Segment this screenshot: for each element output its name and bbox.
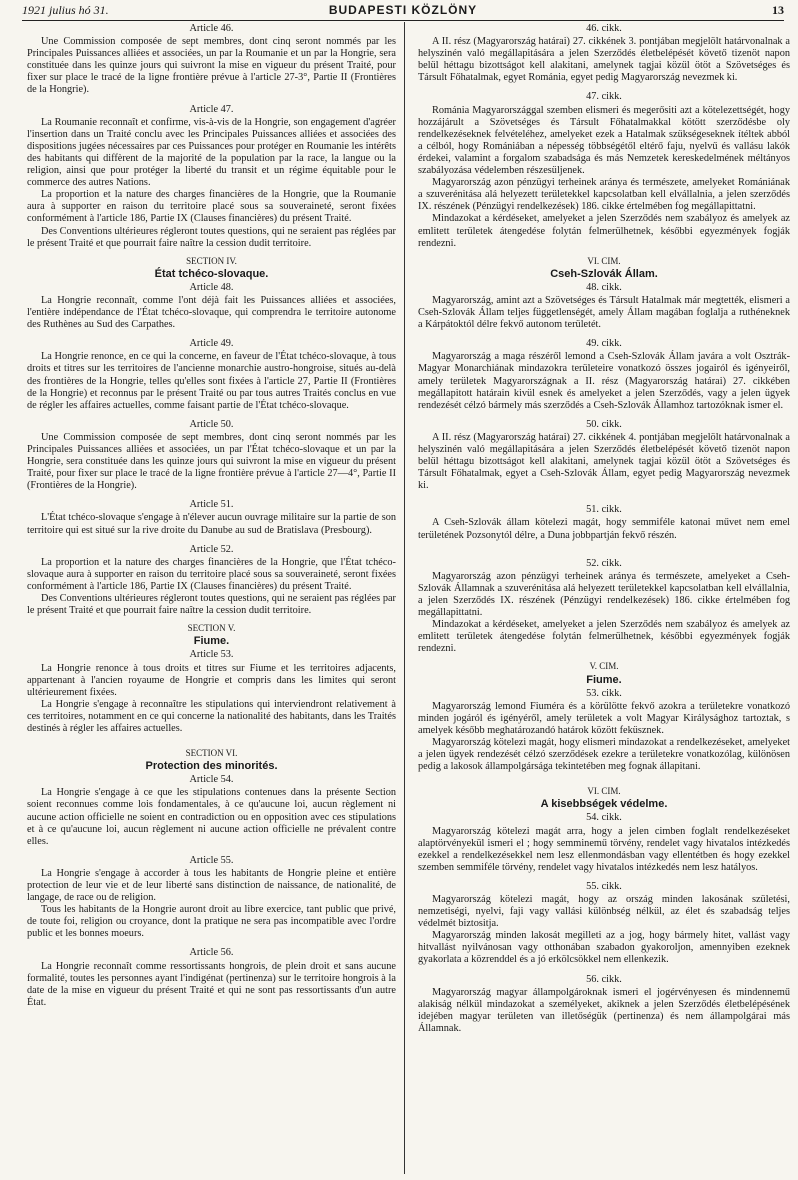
- article-heading: Article 46.: [189, 23, 234, 34]
- section-number: V. CIM.: [589, 661, 619, 672]
- article-heading: Article 51.: [189, 499, 234, 511]
- article-heading: 52. cikk.: [586, 557, 622, 569]
- section-title: État tchéco-slovaque.: [154, 267, 269, 280]
- paragraph: Románia Magyarországgal szemben elismeri és megerősiti azt a kötelezettségét, hogy hozzájárult a Szövetséges és Társult Főhatalmakkal kötött szerződésbe oly rendelkezéseknek felvételéhez, amelyeket ezek a Hatalmak szükségeseknek ítéltek abból a célból, hogy Romániában a népesség többségétől eltérő faju, nyelvű és vallásu lakók érdekei, valamint a forgalom szabadsága és más Nemzetek kereskedelmének méltányos szabályozása védelemben részesüljenek.: [418, 104, 790, 177]
- section-title: Fiume.: [586, 673, 622, 686]
- publication-title: BUDAPESTI KÖZLÖNY: [328, 3, 478, 17]
- paragraph: Magyarország magyar állampolgároknak ismeri el jogérvényesen és mindennemű alakiság nélkül mindazokat a személyeket, akiknek a jelen Szerződés életbelépésének idejében magyar területen van illetőségük (pertinenza) és nem állampolgárai más Államnak.: [418, 986, 790, 1034]
- paragraph: A Cseh-Szlovák állam kötelezi magát, hogy semmiféle katonai művet nem emel területének Pozsonytól délre, a Duna jobbpartján fekvő részén.: [418, 517, 790, 541]
- section-title: Cseh-Szlovák Állam.: [550, 267, 658, 280]
- article-heading: 46. cikk.: [586, 23, 622, 34]
- paragraph: La Hongrie reconnaît comme ressortissants hongrois, de plein droit et sans aucune formalité, toutes les personnes ayant l'indigénat (pertinenza) sur le territoire hongrois à la date de la mise en vigueur du présent Traité et qui ne sont pas ressortissants d'un autre État.: [27, 960, 396, 1008]
- section-number: VI. CIM.: [587, 255, 621, 266]
- paragraph: Magyarország, amint azt a Szövetséges és Társult Hatalmak már megtették, elismeri a Cseh-Szlovák Állam teljes függetlenségét, amely Állam magában foglalja a ruthéneknek a Kárpátoktól délre fekvő autonom területét.: [418, 294, 790, 331]
- article-heading: Article 55.: [189, 854, 234, 866]
- section-number: VI. CIM.: [587, 786, 621, 797]
- section-title: A kisebbségek védelme.: [540, 798, 668, 811]
- section-number: SECTION V.: [187, 623, 236, 634]
- paragraph: Magyarország azon pénzügyi terheinek aránya és természete, amelyeket Romániának a szuverénitása alá helyezett területekkel kapcsolatban kell elvállalnia, a jelen szerződés IX. részének (Pénzügyi rendelkezések) 186. cikke értelmében fog megállapittatni.: [418, 177, 790, 213]
- paragraph: La proportion et la nature des charges financières de la Hongrie, que la Roumanie aura à supporter en raison du territoire placé sous sa souveraineté, seront fixées conformément à l'article 186, Partie IX (Clauses financières) du présent Traité.: [27, 189, 396, 225]
- paragraph: Magyarország lemond Fiuméra és a körülötte fekvő azokra a területekre vonatkozó minden jogáról és igényéről, amely területek a volt Magyar Királysághoz tartoztak, s amelyek később meghatározandó határok között feküsznek.: [418, 700, 790, 736]
- paragraph: La Hongrie reconnaît, comme l'ont déjà fait les Puissances alliées et associées, l'entière indépendance de l'État tchéco-slovaque, qui comprendra le territoire autonome des Ruthènes au Sud des Carpathes.: [27, 294, 396, 331]
- paragraph: La Hongrie s'engage à ce que les stipulations contenues dans la présente Section soient reconnues comme lois fondamentales, à ce qu'aucune loi, aucun règlement ni aucune action officielle ne soient en contradiction ou en opposition avec ces stipulations et à ce qu'aucune loi, aucun règlement ni aucune action officielle ne prévalent contre elles.: [27, 787, 396, 847]
- paragraph: La Roumanie reconnaît et confirme, vis-à-vis de la Hongrie, son engagement d'agréer l'insertion dans un Traité conclu avec les Principales Puissances alliées et associées des dispositions jugées nécessaires par ces Puissances pour protéger en Roumanie les intérêts des habitants qui diffèrent de la majorité de la population par la race, la langue ou la religion, ainsi que pour protéger la liberté du transit et un régime équitable pour le commerce des autres Nations.: [27, 116, 396, 189]
- article-heading: 55. cikk.: [586, 880, 622, 892]
- article-heading: Article 52.: [189, 543, 234, 555]
- article-heading: 53. cikk.: [586, 687, 622, 699]
- paragraph: A II. rész (Magyarország határai) 27. cikkének 4. pontjában megjelölt határvonalnak a helyszinén való megállapitására a jelen Szerződés életbelépését követő tizenöt napon belül héttagu bizottságot kell alakitani, amelynek tagjai közül ötöt a Szövetséges és Társult Főhatalmak, egyet a Cseh-Szlovák Állam, egyet pedig Magyarország nevezmek ki.: [418, 431, 790, 492]
- page-number: 13: [772, 3, 784, 17]
- issue-date: 1921 julius hó 31.: [22, 3, 109, 17]
- article-heading: 47. cikk.: [586, 91, 622, 103]
- paragraph: La Hongrie renonce à tous droits et titres sur Fiume et les territoires adjacents, appartenant à l'ancien royaume de Hongrie et compris dans les limites qui seront ultérieurement fixées.: [27, 662, 396, 698]
- article-heading: 48. cikk.: [586, 281, 622, 293]
- article-heading: 50. cikk.: [586, 418, 622, 430]
- article-heading: 56. cikk.: [586, 973, 622, 985]
- paragraph: La proportion et la nature des charges financières de la Hongrie, que l'État tchéco-slovaque aura à supporter en raison du territoire placé sous sa souveraineté, seront fixées conformément à l'article 186, Partie IX (Clauses financières) du présent Traité.: [27, 556, 396, 592]
- paragraph: Une Commission composée de sept membres, dont cinq seront nommés par les Principales Puissances alliées et associées, un par la Roumanie et un par la Hongrie, sera constituée dans les quinze jours qui suivront la mise en vigueur du présent Traité, pour fixer sur place le tracé de la ligne frontière prévue à l'article 27-3°, Partie II (Frontières de la Hongrie).: [27, 36, 396, 96]
- paragraph: Magyarország kötelezi magát, hogy az ország minden lakosának születési, nemzetiségi, nyelvi, faji vagy vallási különbség nélkül, az élet és szabadság teljes védelmét biztositja.: [418, 894, 790, 930]
- article-heading: Article 50.: [189, 418, 234, 430]
- article-heading: 54. cikk.: [586, 812, 622, 824]
- section-number: SECTION VI.: [185, 748, 238, 759]
- article-heading: Article 56.: [189, 947, 234, 959]
- paragraph: Tous les habitants de la Hongrie auront droit au libre exercice, tant public que privé, de toute foi, religion ou croyance, dont la pratique ne sera pas incompatible avec l'ordre public et les bonnes moeurs.: [27, 904, 396, 940]
- paragraph: Magyarország minden lakosát megilleti az a jog, hogy bármely hitet, vallást vagy hitvallást nyilvánosan vagy otthonában szabadon gyakoroljon, amennyiben ezeknek gyakorlata a közrenddel és a jó erkölcsökkel nem ellenkezik.: [418, 930, 790, 966]
- paragraph: Magyarország kötelezi magát arra, hogy a jelen cimben foglalt rendelkezéseket alaptörvényekül ismeri el ; hogy semminemű törvény, rendelet vagy hivatalos intézkedés ezekkel a rendelkezésekkel nem lesz ellenmondásban vagy ellentétben és hogy ezekkel szemben semmiféle törvény, rendelet vagy hivatalos intézkedés nem lesz hatályos.: [418, 825, 790, 873]
- paragraph: La Hongrie renonce, en ce qui la concerne, en faveur de l'État tchéco-slovaque, à tous droits et titres sur les territoires de l'ancienne monarchie austro-hongroise, situés au-delà des frontières de la Hongrie, telles qu'elles sont fixées à l'article 27, Partie II (Frontières de la Hongrie) et reconnus par le présent Traité ou par tous autres Traités conclus en vue de régler les affaires actuelles, comme faisant partie de l'État tchéco-slovaque.: [27, 351, 396, 411]
- paragraph: Des Conventions ultérieures régleront toutes questions, qui ne seraient pas réglées par le présent Traité et que pourrait faire naître la cession dudit territoire.: [27, 593, 396, 617]
- article-heading: 49. cikk.: [586, 338, 622, 350]
- paragraph: La Hongrie s'engage à accorder à tous les habitants de Hongrie pleine et entière protection de leur vie et de leur liberté sans distinction de naissance, de nationalité, de langage, de race ou de religion.: [27, 867, 396, 904]
- paragraph: Magyarország a maga részéről lemond a Cseh-Szlovák Állam javára a volt Osztrák-Magyar Monarchiának mindazokra területeire vonatkozó összes jogairól és igényeiről, amely területek Magyarországnak a II. rész (Magyarország határai) 27. cikkében megállapitott határain kivül esnek és amelyeket a jelen Szerződés, vagy a jelen ügyek rendezését célzó bármely más szerződés a Cseh-Szlovák Államhoz tartozóknak ismer el.: [418, 351, 790, 411]
- article-heading: Article 47.: [189, 103, 234, 115]
- paragraph: Une Commission composée de sept membres, dont cinq seront nommés par les Principales Puissances alliées et associées, un par l'État tchéco-slovaque et un par la Hongrie, sera constituée dans les quinze jours qui suivront la mise en vigueur du présent Traité, pour fixer sur place le tracé de la ligne frontière prévue à l'article 27—4°, Partie II (Frontières de la Hongrie).: [27, 431, 396, 492]
- section-number: SECTION IV.: [186, 255, 237, 266]
- paragraph: A II. rész (Magyarország határai) 27. cikkének 3. pontjában megjelölt határvonalnak a helyszinén való megállapitására a jelen Szerződés életbelépését követő tizenöt napon belül héttagu bizottságot kell alakitani, amelynek tagjai közül ötöt a Szövetséges és Társult Főhatalmak, egyet Románia, egyet pedig Magyarország nevezmek ki.: [418, 36, 790, 84]
- paragraph: Magyarország azon pénzügyi terheinek aránya és természete, amelyeket a Cseh-Szlovák Államnak a szuverénitása alá helyezett területekkel kapcsolatban kell elvállalnia, a jelen Szerződés IX. részének (Pénzügyi rendelkezések) 186. cikke értelmében fog megállapittatni.: [418, 570, 790, 619]
- section-title: Protection des minorités.: [145, 760, 278, 773]
- hungarian-column: [418, 23, 790, 1035]
- paragraph: Magyarország kötelezi magát, hogy elismeri mindazokat a rendelkezéseket, amelyeket a jelen ügyek rendezését célzó szerződések ezekre a területekre vonatkozólag, különösen pedig a lakosok állampolgársága tekintetében meg fognak állapitani.: [418, 736, 790, 773]
- article-heading: Article 54.: [189, 774, 234, 786]
- paragraph: La Hongrie s'engage à reconnaître les stipulations qui interviendront relativement à ces territoires, notamment en ce qui concerne la nationalité des habitants, dans les Traités destinés à régler les affaires actuelles.: [27, 698, 396, 734]
- column-divider: [404, 22, 405, 1174]
- paragraph: L'État tchéco-slovaque s'engage à n'élever aucun ouvrage militaire sur la partie de son territoire qui est situé sur la rive droite du Danube au sud de Bratislava (Presbourg).: [27, 512, 396, 536]
- section-title: Fiume.: [193, 635, 230, 648]
- article-heading: Article 49.: [189, 338, 234, 350]
- article-heading: Article 53.: [189, 649, 234, 661]
- paragraph: Mindazokat a kérdéseket, amelyeket a jelen Szerződés nem szabályoz és amelyek az emlitett területek átengedése folytán felmerülhetnek, későbbi egyezmények fogják rendezni.: [418, 619, 790, 655]
- page-header: [22, 4, 784, 21]
- paragraph: Mindazokat a kérdéseket, amelyeket a jelen Szerződés nem szabályoz és amelyek az emlitett területek átengedése folytán felmerülhetnek, későbbi egyezmények fogják rendezni.: [418, 213, 790, 249]
- article-heading: Article 48.: [189, 281, 234, 293]
- french-column: [27, 23, 396, 1009]
- article-heading: 51. cikk.: [586, 504, 622, 516]
- paragraph: Des Conventions ultérieures régleront toutes questions, qui ne seraient pas réglées par le présent Traité et que pourrait faire naître la cession dudit territoire.: [27, 225, 396, 249]
